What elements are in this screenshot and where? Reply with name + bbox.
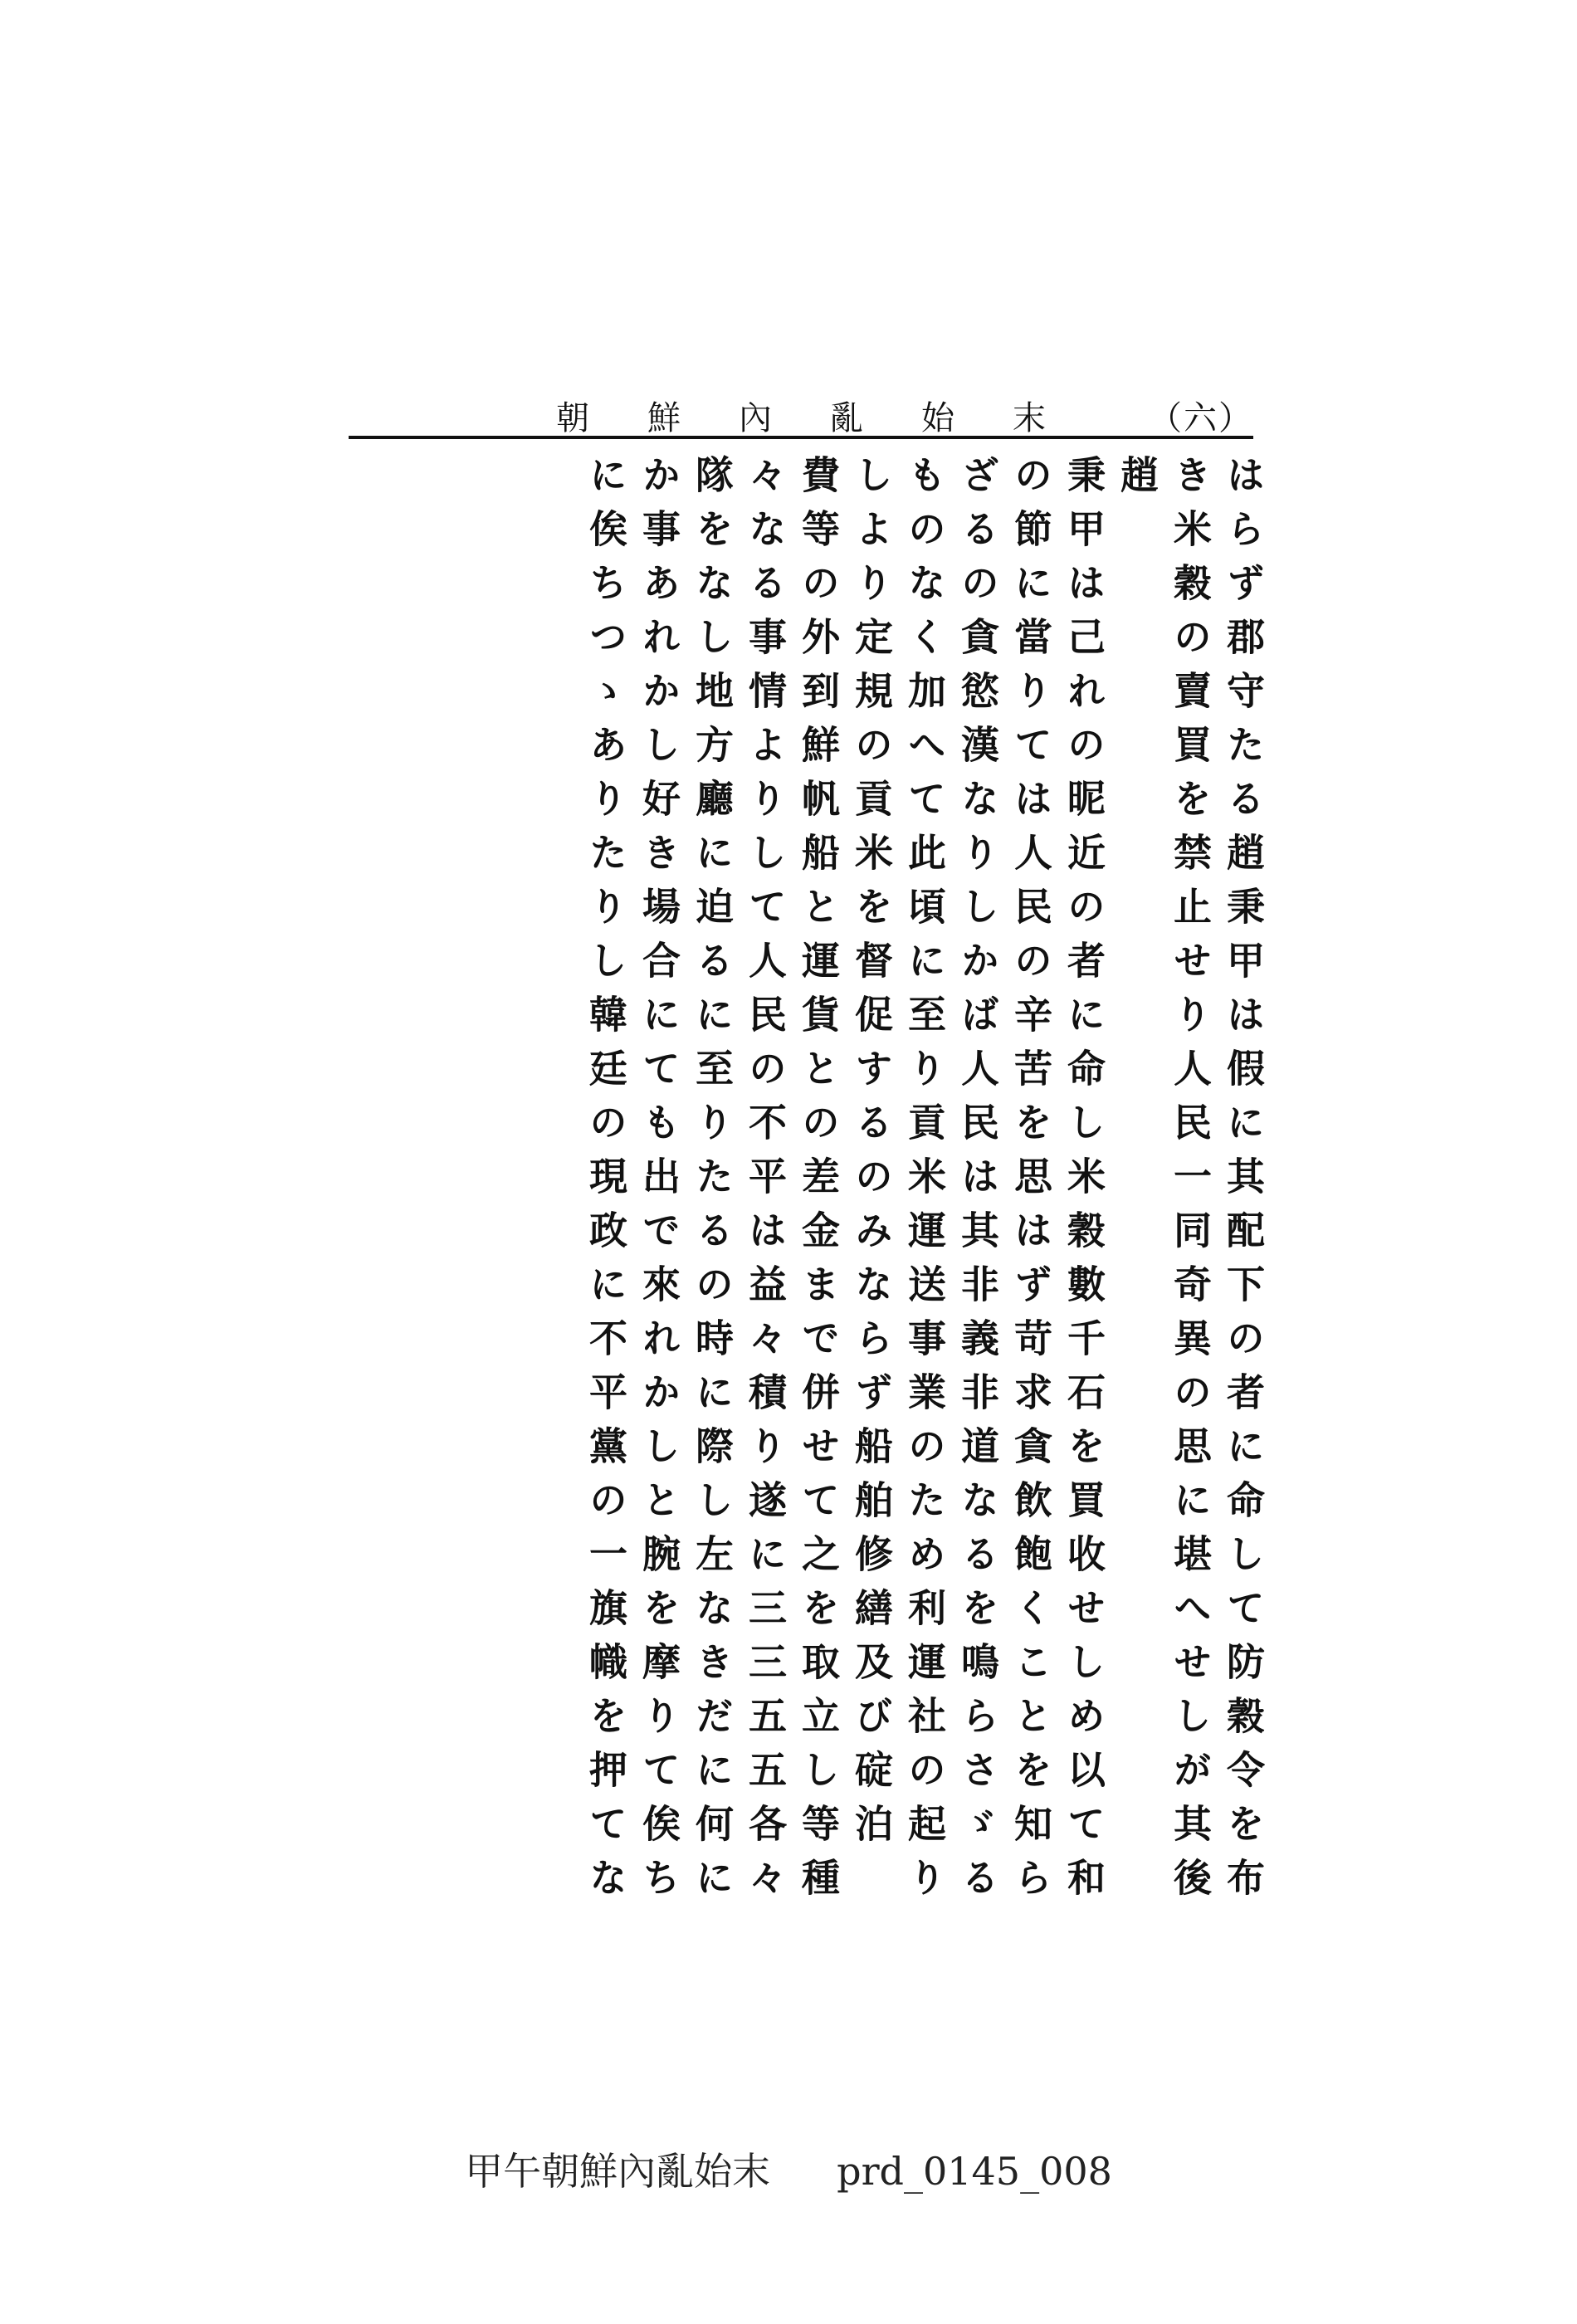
text-line: 々なる事情よりして人民の不平は益々積り遂に三三五五各々	[743, 455, 788, 1911]
text-line: ざるの貪慾漢なりしかば人民は其非義非道なるを鳴らさゞる	[955, 455, 1000, 1911]
page-number: （六）	[1149, 399, 1253, 437]
text-line: 秉甲は己れの昵近の者に命し米穀數千石を買收せしめ以て和	[1062, 455, 1106, 1911]
header-rule	[349, 436, 1253, 439]
text-line: しより定規の貢米を督促するのみならず船舶修繕及び碇泊	[849, 455, 894, 1858]
footer-id: prd_0145_008	[837, 2149, 1112, 2194]
text-line: に俟ちつゝありたりし韓廷の現政に不平黨の一旗幟を押てな	[583, 455, 628, 1911]
footer-title: 甲午朝鮮內亂始末	[465, 2149, 771, 2194]
text-line: 隊をなし地方廳に迫るに至りたるの時に際し左なきだに何に	[690, 455, 735, 1911]
text-line: の節に當りては人民の辛苦を思はず苛求貪飲飽くことを知ら	[1008, 455, 1053, 1911]
body-text	[315, 455, 1270, 1949]
page-header	[349, 390, 1253, 440]
text-line: はらず郡守たる趙秉甲は假に其配下の者に命して防穀令を布	[1221, 455, 1266, 1911]
text-line: き米穀の賣買を禁止せり人民一同奇異の思に堪へせしが其後趙	[1115, 455, 1213, 1911]
text-line: か事あれかし好き場合にても出で來れかしと腕を摩りて俟ち	[637, 455, 681, 1911]
footer-caption	[0, 2141, 1577, 2196]
text-line: ものなく加へて此頃に至り貢米運送事業のため利運社の起り	[902, 455, 947, 1911]
running-title: 朝鮮內亂始末	[556, 399, 1104, 437]
text-line: 費等の外到鮮帆船と運貨との差金まで併せて之を取立し等種	[796, 455, 841, 1911]
